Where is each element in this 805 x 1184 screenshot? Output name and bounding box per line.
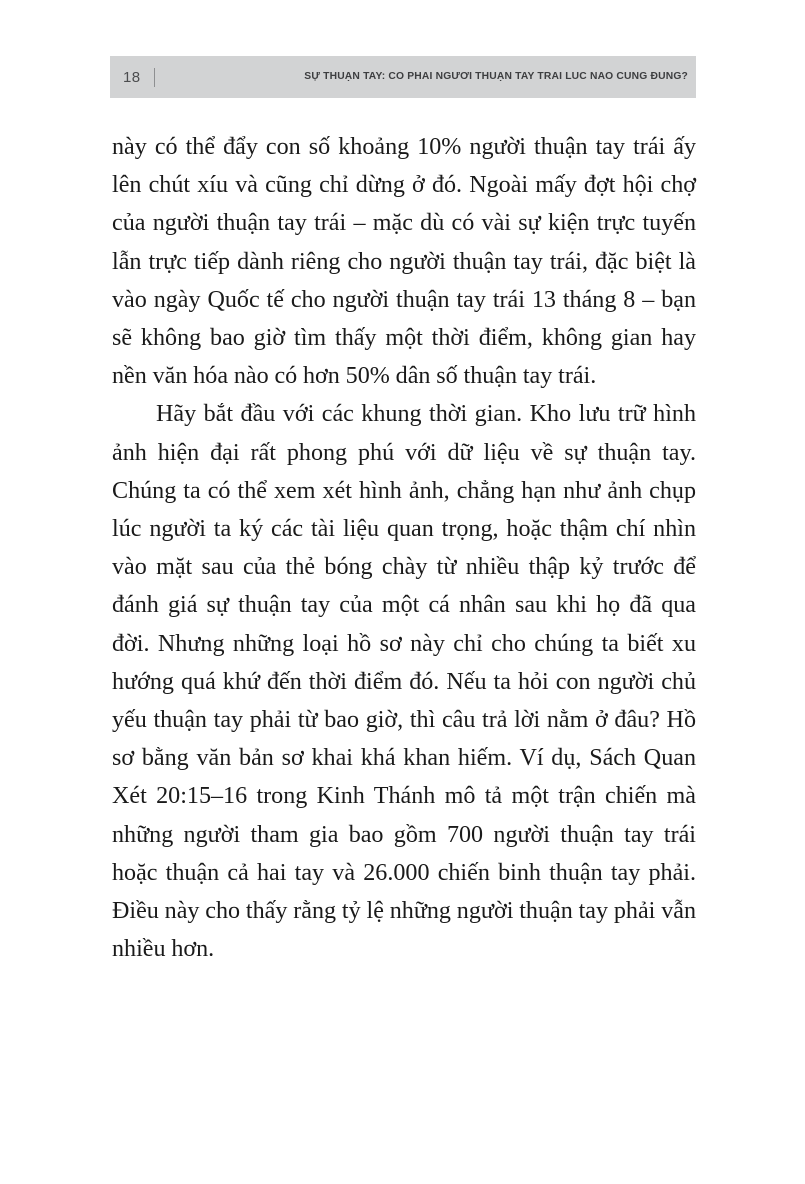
paragraph-2: Hãy bắt đầu với các khung thời gian. Kho lưu trữ hình ảnh hiện đại rất phong phú với dữ liệu về sự thuận tay. Chúng ta có thể xem xét hình ảnh, chẳng hạn như ảnh chụp lúc người ta ký các tài liệu quan trọng, hoặc thậm chí nhìn vào mặt sau của thẻ bóng chày từ nhiều thập kỷ trước để đánh giá sự thuận tay của một cá nhân sau khi họ đã qua đời. Nhưng những loại hồ sơ này chỉ cho chúng ta biết xu hướng quá khứ đến thời điểm đó. Nếu ta hỏi con người chủ yếu thuận tay phải từ bao giờ, thì câu trả lời nằm ở đâu? Hồ sơ bằng văn bản sơ khai khá khan hiếm. Ví dụ, Sách Quan Xét 20:15–16 trong Kinh Thánh mô tả một trận chiến mà những người tham gia bao gồm 700 người thuận tay trái hoặc thuận cả hai tay và 26.000 chiến binh thuận tay phải. Điều này cho thấy rằng tỷ lệ những người thuận tay phải vẫn nhiều hơn. bbox=[112, 401, 696, 963]
running-header bbox=[110, 56, 696, 98]
paragraph-1: này có thể đẩy con số khoảng 10% người thuận tay trái ấy lên chút xíu và cũng chỉ dừng ở đó. Ngoài mấy đợt hội chợ của người thuận tay trái – mặc dù có vài sự kiện trực tuyến lẫn trực tiếp dành riêng cho người thuận tay trái, đặc biệt là vào ngày Quốc tế cho người thuận tay trái 13 tháng 8 – bạn sẽ không bao giờ tìm thấy một thời điểm, không gian hay nền văn hóa nào có hơn 50% dân số thuận tay trái. bbox=[112, 134, 696, 390]
body-text bbox=[112, 128, 696, 968]
running-header-left bbox=[123, 68, 155, 87]
chapter-title: SỰ THUẬN TAY: CÓ PHẢI NGƯỜI THUẬN TAY TRÁI LÚC NÀO CŨNG ĐÚNG? bbox=[304, 71, 688, 82]
page-number: 18 bbox=[123, 68, 141, 86]
